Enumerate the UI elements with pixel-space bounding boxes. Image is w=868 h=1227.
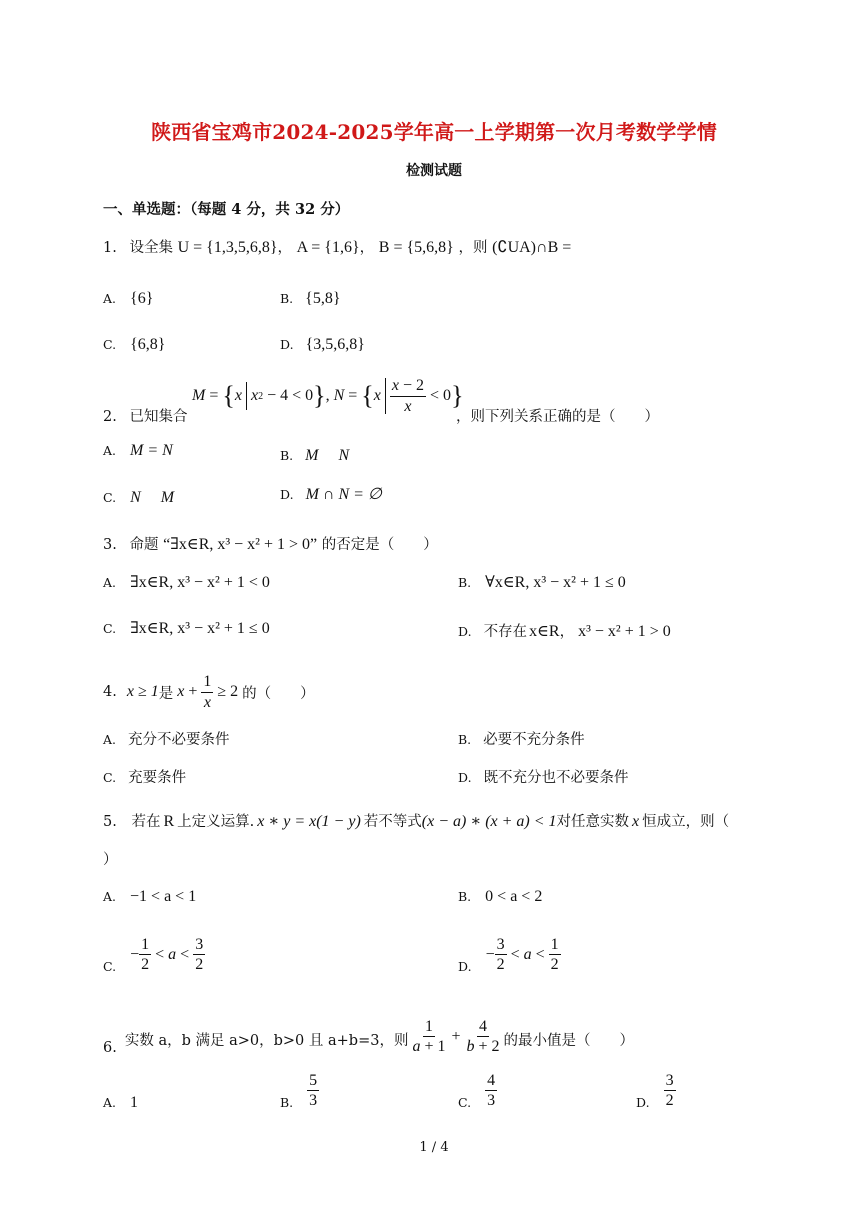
document-subtitle: 检测试题	[406, 163, 462, 179]
option-label: D.	[458, 959, 472, 974]
option-label: C.	[103, 490, 117, 505]
option-c[interactable]	[103, 928, 205, 974]
option-label: C.	[103, 959, 117, 974]
option-value: {6,8}	[130, 336, 166, 353]
set-a: A = {1,6}	[296, 239, 360, 256]
option-c[interactable]	[103, 484, 174, 507]
option-middle: x∈R	[529, 623, 560, 640]
option-a[interactable]	[103, 290, 153, 308]
option-b[interactable]	[458, 728, 585, 749]
question-number: 2.	[103, 409, 117, 425]
option-c[interactable]	[458, 1064, 497, 1110]
option-label: C.	[103, 621, 117, 636]
option-value: {3,5,6,8}	[305, 336, 365, 353]
option-value: M = N	[130, 442, 173, 459]
option-value: ∃x∈R, x³ − x² + 1 ≤ 0	[130, 620, 270, 637]
option-label: D.	[636, 1095, 650, 1110]
proposition: “∃x∈R, x³ − x² + 1 > 0”	[163, 536, 318, 553]
question-stem: 实数 a，b 满足 a>0，b>0 且 a+b=3，则	[124, 1033, 409, 1049]
option-value: $\frac{3}{2}$	[665, 1071, 674, 1110]
option-prefix: 不存在	[483, 624, 528, 640]
objective-expression: $\frac{1}{a + 1}$ + $\frac{4}{b + 2}$	[412, 1017, 500, 1056]
option-b[interactable]	[458, 888, 542, 906]
option-label: B.	[458, 889, 472, 904]
option-label: A.	[103, 443, 117, 458]
question-stem: 上定义运算.	[177, 814, 255, 830]
question-then: ，则	[458, 240, 488, 256]
option-label: B.	[458, 732, 472, 747]
option-value: $\frac{4}{3}$	[487, 1071, 496, 1110]
question-4	[103, 664, 315, 720]
option-a[interactable]	[103, 572, 270, 592]
option-b[interactable]	[280, 442, 349, 465]
option-label: A.	[103, 291, 117, 306]
option-b[interactable]	[280, 1064, 319, 1110]
operation-definition: x ∗ y = x(1 − y)	[257, 813, 361, 830]
condition: x ≥ 1	[126, 683, 159, 700]
option-value: x³ − x² + 1 > 0	[578, 623, 671, 640]
question-stem: 对任意实数	[556, 814, 630, 830]
option-value: −1 < a < 1	[130, 888, 197, 905]
option-c[interactable]	[103, 618, 270, 638]
question-6	[103, 1000, 634, 1056]
option-value: {6}	[130, 290, 154, 307]
option-label: D.	[458, 624, 472, 639]
question-3	[103, 533, 438, 554]
question-tail: 的否定是（ ）	[321, 537, 438, 553]
option-value: 0 < a < 2	[485, 888, 543, 905]
option-label: A.	[103, 889, 117, 904]
question-stem: 若不等式	[363, 814, 422, 830]
question-tail: 的最小值是（ ）	[503, 1033, 635, 1049]
option-value: 充要条件	[128, 770, 187, 786]
option-label: B.	[280, 1095, 294, 1110]
question-number: 3.	[103, 537, 117, 553]
option-d[interactable]: D. 不存在 x∈R， x³ − x² + 1 > 0	[458, 623, 671, 640]
set-definitions: M = { x x 2 − 4 < 0 } , N = { x $\frac{x - 2}{x}$ < 0 }	[192, 376, 464, 415]
option-a[interactable]	[103, 728, 230, 749]
option-label: B.	[280, 291, 294, 306]
option-label: D.	[280, 337, 294, 352]
option-label: B.	[280, 448, 294, 463]
document-title: 陕西省宝鸡市2024-2025学年高一上学期第一次月考数学学情	[151, 120, 717, 144]
option-value: ∀x∈R, x³ − x² + 1 ≤ 0	[485, 574, 626, 591]
section-heading: 一、单选题：（每题 4 分，共 32 分）	[103, 201, 350, 218]
variable-x: x	[632, 813, 640, 830]
option-b[interactable]	[280, 290, 341, 308]
set-u: U = {1,3,5,6,8}	[177, 239, 278, 256]
option-b[interactable]	[458, 572, 626, 592]
inequality: (x − a) ∗ (x + a) < 1	[421, 813, 557, 830]
option-value: − $\frac{1}{2}$ < a < $\frac{3}{2}$	[130, 935, 204, 974]
option-value: 1	[130, 1094, 139, 1111]
option-d[interactable]	[280, 484, 382, 504]
question-stem: 恒成立，则（	[642, 814, 730, 830]
option-value: $\frac{5}{3}$	[309, 1071, 318, 1110]
option-label: A.	[103, 575, 117, 590]
option-d[interactable]	[280, 336, 365, 354]
question-number: 5.	[103, 814, 117, 830]
question-1: 1. 设全集 U = {1,3,5,6,8}， A = {1,6}， B = {5,6,8} ，则 (∁UA)∩B =	[103, 239, 572, 256]
question-number: 4.	[103, 684, 117, 700]
condition-fraction: x + $\frac{1}{x}$ ≥ 2	[177, 672, 239, 711]
question-stem: 若在	[131, 814, 161, 830]
question-2-number	[103, 405, 187, 426]
option-label: C.	[103, 770, 117, 785]
set-b: B = {5,6,8}	[378, 239, 454, 256]
option-value: N M	[130, 489, 175, 506]
question-connector: 是	[158, 685, 174, 702]
option-value: − $\frac{3}{2}$ < a < $\frac{1}{2}$	[485, 935, 559, 974]
option-a[interactable]	[103, 442, 173, 460]
option-value: M ∩ N = ∅	[305, 486, 382, 503]
page-number: 1 / 4	[419, 1140, 449, 1155]
option-value: 必要不充分条件	[483, 732, 585, 748]
option-d[interactable]	[636, 1064, 676, 1110]
option-value: 既不充分也不必要条件	[483, 770, 629, 786]
option-value: ∃x∈R, x³ − x² + 1 < 0	[130, 574, 270, 591]
question-2-tail: ，则下列关系正确的是（ ）	[456, 409, 659, 425]
option-value: M N	[305, 447, 350, 464]
option-label: C.	[103, 337, 117, 352]
option-label: A.	[103, 1095, 117, 1110]
option-label: A.	[103, 732, 117, 747]
question-5	[103, 810, 729, 831]
option-value: {5,8}	[305, 290, 341, 307]
option-a[interactable]	[103, 1094, 138, 1112]
question-stem: 已知集合	[129, 409, 188, 425]
question-stem: 命题	[129, 537, 159, 553]
option-label: D.	[280, 487, 294, 502]
question-number: 6.	[103, 1040, 117, 1056]
option-d[interactable]	[458, 928, 561, 974]
option-label: C.	[458, 1095, 472, 1110]
question-5-close: ）	[103, 852, 118, 868]
option-value: 充分不必要条件	[128, 732, 230, 748]
option-label: B.	[458, 575, 472, 590]
question-stem: 设全集	[129, 240, 173, 256]
option-a[interactable]	[103, 888, 196, 906]
question-tail: 的（ ）	[242, 685, 315, 702]
option-c[interactable]	[103, 766, 186, 787]
question-expression: (∁UA)∩B =	[492, 239, 572, 256]
question-number: 1.	[103, 240, 117, 256]
option-c[interactable]	[103, 336, 165, 354]
option-label: D.	[458, 770, 472, 785]
set-r: R	[163, 813, 175, 830]
option-d[interactable]	[458, 766, 629, 787]
